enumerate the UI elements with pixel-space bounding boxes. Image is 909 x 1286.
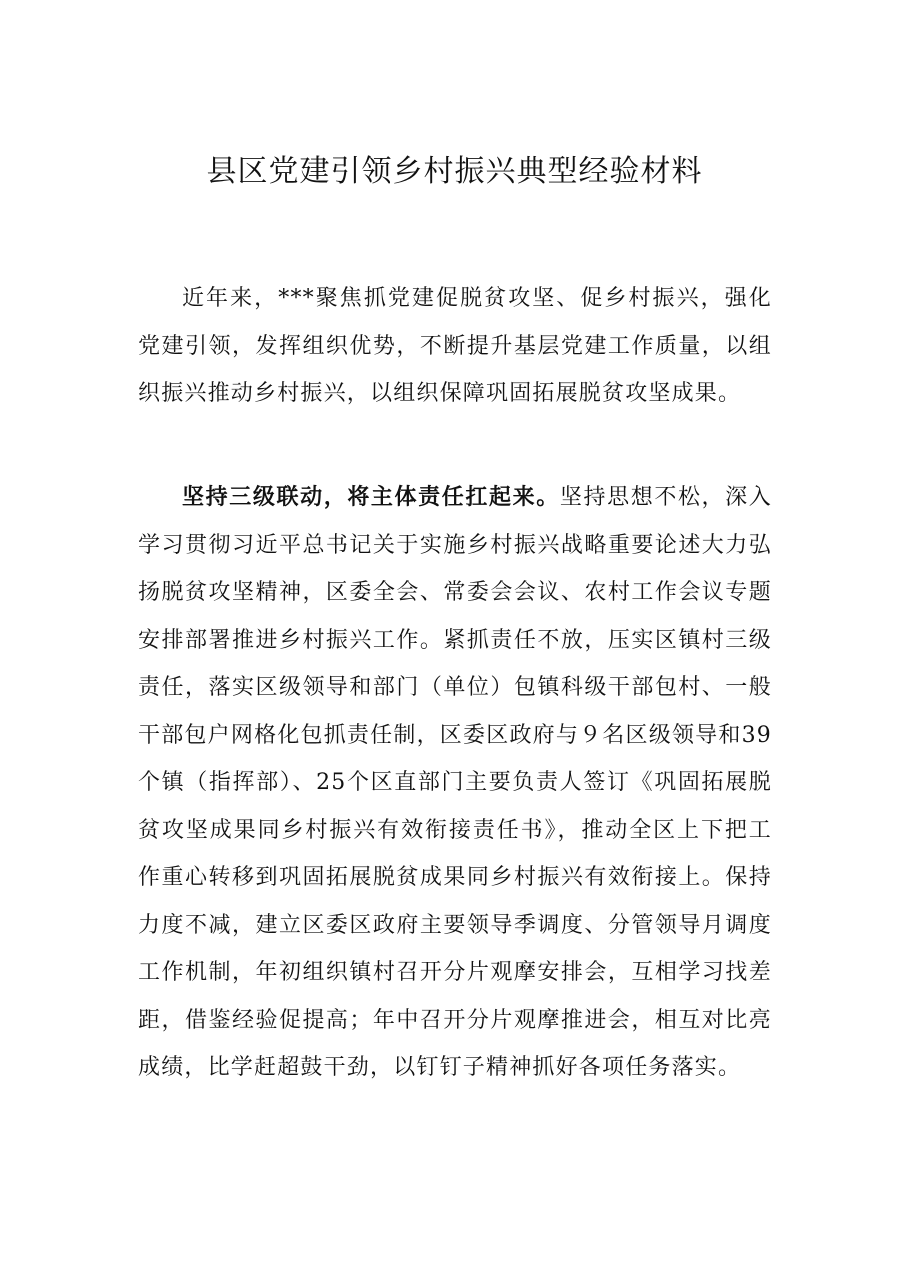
paragraph-three-level-linkage bbox=[138, 474, 772, 1092]
paragraph-intro: 近年来，***聚焦抓党建促脱贫攻坚、促乡村振兴，强化党建引领，发挥组织优势，不断提升基层党建工作质量，以组织振兴推动乡村振兴，以组织保障巩固拓展脱贫攻坚成果。 bbox=[138, 286, 772, 406]
document-title: 县区党建引领乡村振兴典型经验材料 bbox=[206, 154, 703, 189]
paragraph-heading: 坚持三级联动，将主体责任扛起来。 bbox=[182, 485, 560, 510]
paragraph-body: 坚持思想不松，深入学习贯彻习近平总书记关于实施乡村振兴战略重要论述大力弘扬脱贫攻坚精神，区委全会、常委会会议、农村工作会议专题安排部署推进乡村振兴工作。紧抓责任不放，压实区镇村三级责任，落实区级领导和部门（单位）包镇科级干部包村、一般干部包户网格化包抓责任制，区委区政府与９名区级领导和39个镇（指挥部）、25个区直部门主要负责人签订《巩固拓展脱贫攻坚成果同乡村振兴有效衔接责任书》，推动全区上下把工作重心转移到巩固拓展脱贫成果同乡村振兴有效衔接上。保持力度不减，建立区委区政府主要领导季调度、分管领导月调度工作机制，年初组织镇村召开分片观摩安排会，互相学习找差距，借鉴经验促提高；年中召开分片观摩推进会，相互对比亮成绩，比学赶超鼓干劲，以钉钉子精神抓好各项任务落实。 bbox=[138, 485, 772, 1080]
